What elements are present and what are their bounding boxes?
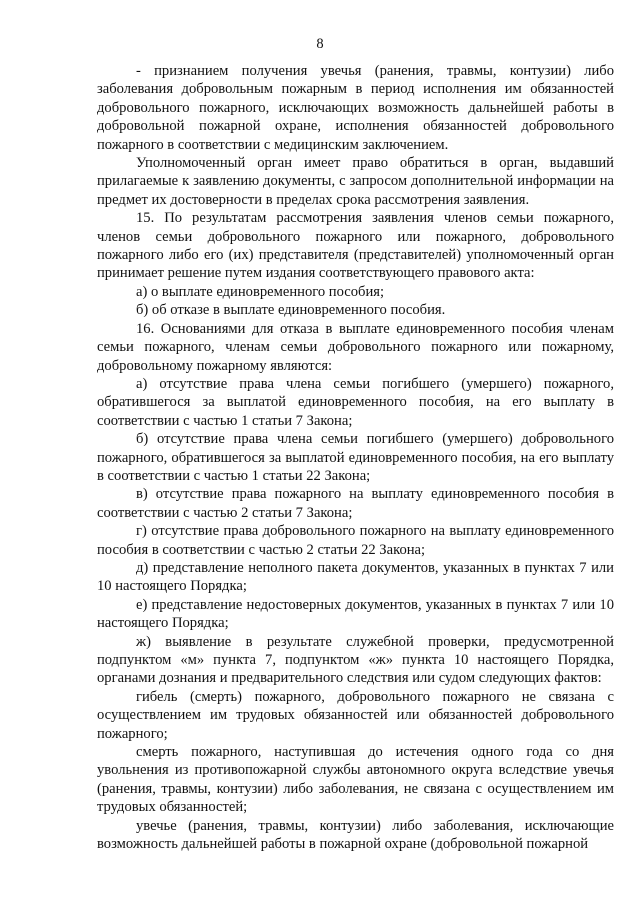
- paragraph-15-b: б) об отказе в выплате единовременного пособия.: [136, 302, 446, 319]
- paragraph-15-decision: 15. По результатам рассмотрения заявления членов семьи пожарного, членов семьи добровольного пожарного или пожарного, добровольного пожарного либо его (их) представителя (представителей) уполномоченный орган принимает решение путем издания соответствующего правового акта:: [97, 210, 614, 282]
- paragraph-injury-recognition: - признанием получения увечья (ранения, травмы, контузии) либо заболевания добровольным пожарным в период исполнения им обязанностей добровольного пожарного, исключающих возможность дальнейшей работы в добровольной пожарной охране, исполнения обязанностей добровольного пожарного в соответствии с медицинским заключением.: [97, 63, 614, 153]
- paragraph-authority-request: Уполномоченный орган имеет право обратиться в орган, выдавший прилагаемые к заявлению документы, с запросом дополнительной информации на предмет их достоверности в пределах срока рассмотрения заявления.: [97, 155, 614, 208]
- paragraph-16-d: д) представление неполного пакета документов, указанных в пунктах 7 или 10 настоящего Порядка;: [97, 559, 614, 595]
- document-body: [97, 62, 614, 853]
- paragraph-16-b: б) отсутствие права члена семьи погибшего (умершего) добровольного пожарного, обратившегося за выплатой единовременного пособия, на его выплату в соответствии с частью 1 статьи 22 Закона;: [97, 431, 614, 484]
- paragraph-16-e: е) представление недостоверных документов, указанных в пунктах 7 или 10 настоящего Порядка;: [97, 596, 614, 632]
- paragraph-16-zh: ж) выявление в результате служебной проверки, предусмотренной подпунктом «м» пункта 7, подпунктом «ж» пункта 10 настоящего Порядка, органами дознания и предварительного следствия или судом следующих фактов:: [97, 633, 614, 687]
- paragraph-16-grounds: 16. Основаниями для отказа в выплате единовременного пособия членам семьи пожарного, членам семьи добровольного пожарного или пожарному, добровольному пожарному являются:: [97, 320, 614, 374]
- paragraph-fact-death-after-dismissal: смерть пожарного, наступившая до истечения одного года со дня увольнения из противопожарной службы автономного округа вследствие увечья (ранения, травмы, контузии) либо заболевания, не связана с осуществлением им трудовых обязанностей;: [97, 744, 614, 816]
- paragraph-16-g: г) отсутствие права добровольного пожарного на выплату единовременного пособия в соответствии с частью 2 статьи 22 Закона;: [97, 523, 614, 558]
- paragraph-fact-death-unrelated: гибель (смерть) пожарного, добровольного пожарного не связана с осуществлением им трудовых обязанностей или обязанностей добровольного пожарного;: [97, 688, 614, 742]
- paragraph-fact-injury: увечье (ранения, травмы, контузии) либо заболевания, исключающие возможность дальнейшей работы в пожарной охране (добровольной пожарной: [97, 817, 614, 853]
- paragraph-16-a: а) отсутствие права члена семьи погибшего (умершего) пожарного, обратившегося за выплатой единовременного пособия, на его выплату в соответствии с частью 1 статьи 7 Закона;: [97, 375, 614, 429]
- paragraph-15-a: а) о выплате единовременного пособия;: [136, 283, 385, 300]
- page-number: 8: [316, 36, 324, 52]
- paragraph-16-v: в) отсутствие права пожарного на выплату единовременного пособия в соответствии с частью 2 статьи 7 Закона;: [97, 486, 614, 521]
